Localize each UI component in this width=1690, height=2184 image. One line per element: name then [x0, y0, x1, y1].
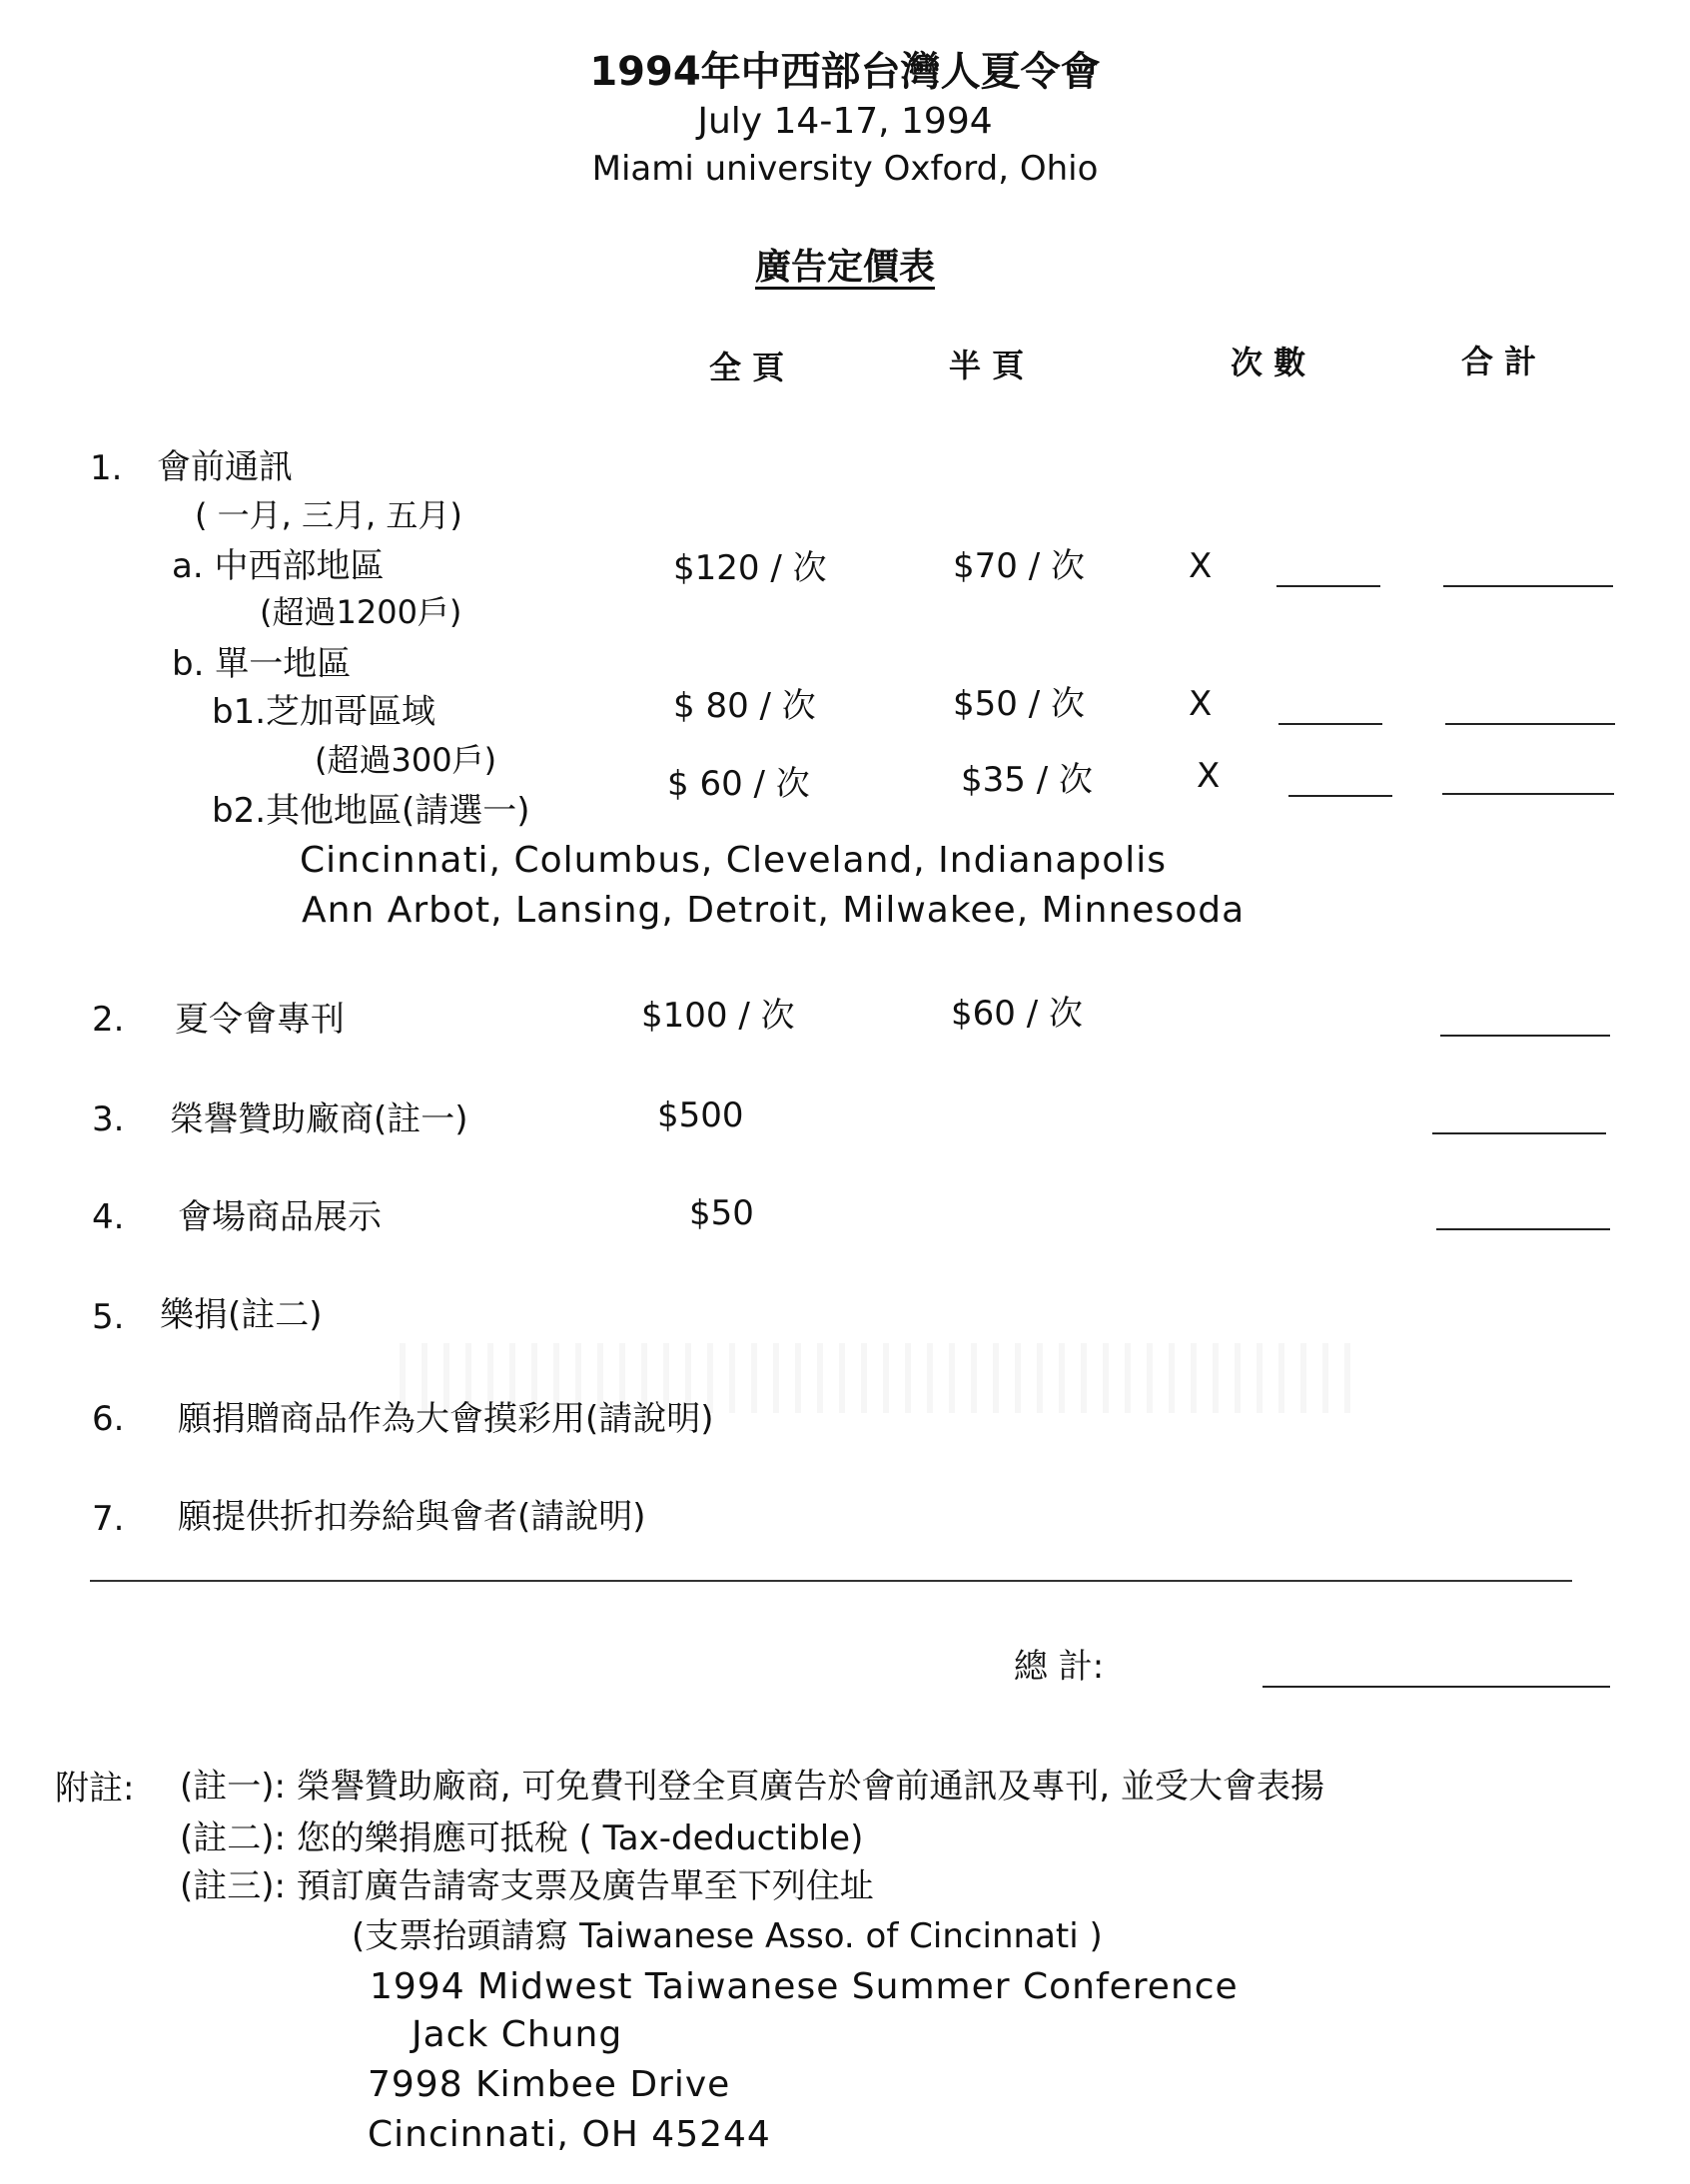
item-1a-multiply: X: [1189, 546, 1213, 586]
item-6-number: 6.: [92, 1399, 125, 1439]
item-1b1-full-price: $ 80 / 次: [673, 686, 816, 726]
item-1a-times-blank[interactable]: [1276, 585, 1380, 587]
item-1-months: ( 一月, 三月, 五月): [195, 496, 462, 534]
item-1-label: 會前通訊: [157, 447, 293, 487]
item-3-number: 3.: [92, 1099, 125, 1139]
grand-total-blank[interactable]: [1263, 1686, 1610, 1688]
item-1b2-multiply: X: [1197, 756, 1221, 796]
address-line-3: 7998 Kimbee Drive: [368, 2064, 731, 2105]
column-total: 合 計: [1461, 343, 1537, 380]
item-1a-label: a. 中西部地區: [172, 546, 385, 586]
item-4-total-blank[interactable]: [1436, 1228, 1610, 1230]
item-3-total-blank[interactable]: [1432, 1132, 1606, 1134]
conference-title: 1994年中西部台灣人夏令會: [589, 49, 1101, 95]
item-1b1-multiply: X: [1189, 684, 1213, 724]
item-1b1-note: (超過300戶): [315, 741, 497, 779]
item-1b2-times-blank[interactable]: [1288, 795, 1392, 797]
form-title: 廣告定價表: [754, 247, 935, 288]
address-line-4: Cincinnati, OH 45244: [368, 2114, 771, 2155]
item-5-label: 樂捐(註二): [160, 1295, 323, 1335]
item-1b2-half-price: $35 / 次: [961, 760, 1093, 800]
item-1b-label: b. 單一地區: [172, 644, 352, 684]
section-divider: [90, 1580, 1572, 1582]
item-5-number: 5.: [92, 1297, 125, 1337]
item-2-half-price: $60 / 次: [951, 994, 1083, 1034]
item-3-label: 榮譽贊助廠商(註一): [170, 1099, 468, 1139]
item-6-label: 願捐贈商品作為大會摸彩用(請說明): [178, 1399, 714, 1439]
item-4-number: 4.: [92, 1197, 125, 1237]
notes-prefix: 附註:: [55, 1769, 135, 1809]
item-2-full-price: $100 / 次: [641, 996, 795, 1036]
item-1a-half-price: $70 / 次: [953, 546, 1085, 586]
item-2-number: 2.: [92, 1000, 125, 1040]
column-full-page: 全 頁: [709, 349, 785, 386]
note-2: (註二): 您的樂捐應可抵稅 ( Tax-deductible): [180, 1819, 864, 1858]
item-7-number: 7.: [92, 1499, 125, 1539]
item-7-label: 願提供折扣券給與會者(請說明): [178, 1497, 646, 1537]
grand-total-label: 總 計:: [1014, 1647, 1105, 1687]
item-1b2-cities-line2: Ann Arbot, Lansing, Detroit, Milwakee, Minnesoda: [302, 890, 1246, 931]
note-3: (註三): 預訂廣告請寄支票及廣告單至下列住址: [180, 1866, 874, 1906]
item-2-label: 夏令會專刊: [175, 1000, 345, 1040]
item-1b1-times-blank[interactable]: [1278, 723, 1382, 725]
address-line-2: Jack Chung: [412, 2014, 623, 2055]
column-half-page: 半 頁: [949, 347, 1025, 384]
conference-dates: July 14-17, 1994: [697, 101, 993, 142]
item-3-price: $500: [657, 1095, 744, 1135]
note-1: (註一): 榮譽贊助廠商, 可免費刊登全頁廣告於會前通訊及專刊, 並受大會表揚: [180, 1767, 1325, 1807]
item-4-price: $50: [689, 1193, 754, 1233]
item-1b2-full-price: $ 60 / 次: [667, 764, 810, 804]
item-1b1-label: b1.芝加哥區域: [212, 692, 436, 732]
item-2-total-blank[interactable]: [1440, 1035, 1610, 1037]
item-1a-note: (超過1200戶): [260, 593, 462, 631]
item-1b1-total-blank[interactable]: [1445, 723, 1615, 725]
item-1b2-label: b2.其他地區(請選一): [212, 791, 530, 831]
item-1b1-half-price: $50 / 次: [953, 684, 1085, 724]
item-1b2-cities-line1: Cincinnati, Columbus, Cleveland, Indianapolis: [300, 840, 1168, 881]
note-3-check-payee: (支票抬頭請寫 Taiwanese Asso. of Cincinnati ): [352, 1916, 1103, 1956]
column-times: 次 數: [1231, 344, 1306, 381]
item-1-number: 1.: [90, 448, 123, 488]
item-1a-full-price: $120 / 次: [673, 548, 827, 588]
item-1b2-total-blank[interactable]: [1442, 793, 1614, 795]
item-1a-total-blank[interactable]: [1443, 585, 1613, 587]
item-4-label: 會場商品展示: [178, 1197, 382, 1237]
conference-location: Miami university Oxford, Ohio: [591, 149, 1099, 189]
address-line-1: 1994 Midwest Taiwanese Summer Conference: [370, 1966, 1239, 2007]
